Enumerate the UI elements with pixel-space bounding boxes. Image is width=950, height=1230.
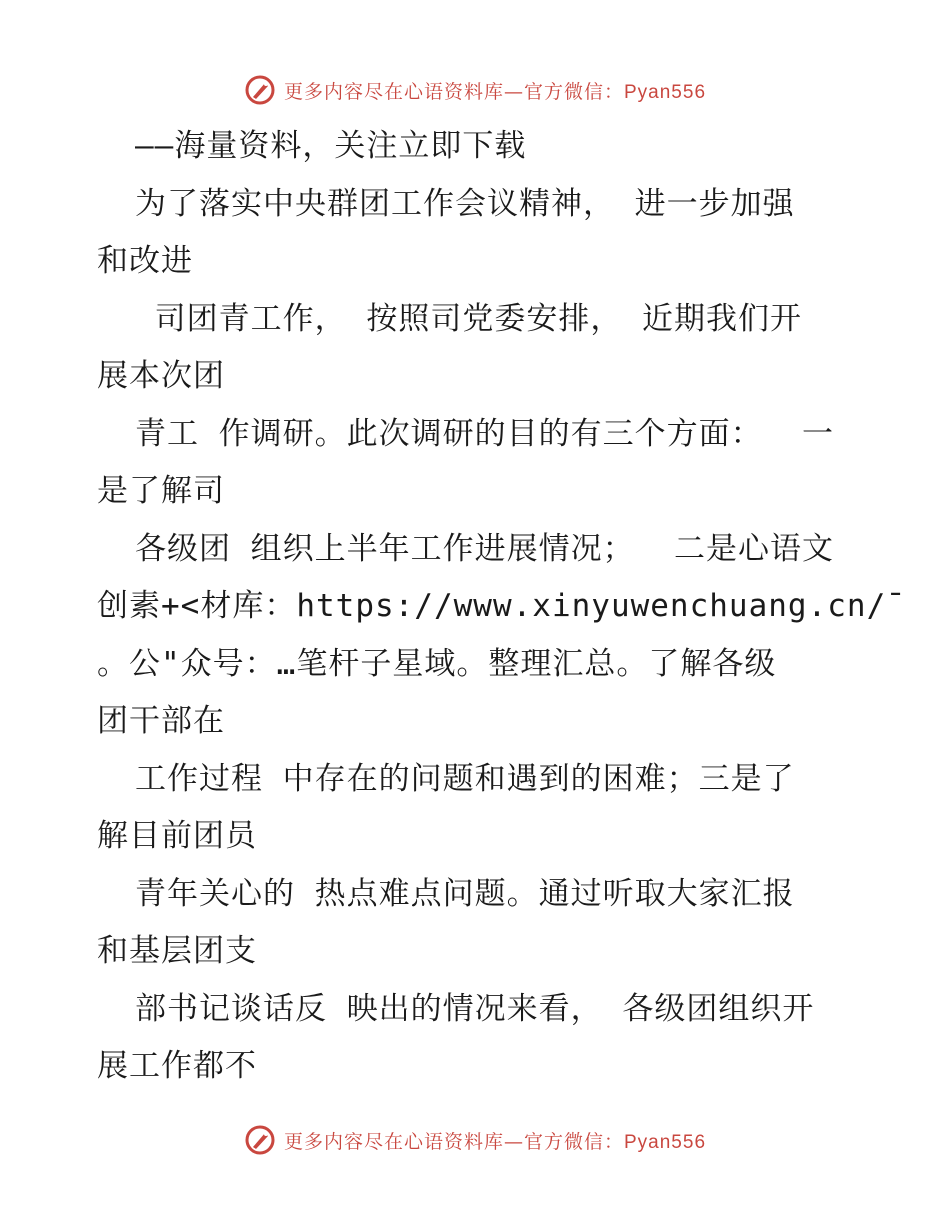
header-watermark-banner <box>0 70 950 110</box>
pen-logo-icon <box>244 1124 276 1156</box>
text-line: 团干部在 <box>97 703 225 739</box>
watermark-text: 更多内容尽在心语资料库—官方微信：Pyan556 <box>283 80 707 103</box>
text-line: 是了解司 <box>97 473 225 509</box>
watermark-text: 更多内容尽在心语资料库—官方微信：Pyan556 <box>283 1130 707 1153</box>
pen-logo-icon <box>244 74 276 106</box>
text-line: 工作过程 中存在的问题和遇到的困难；三是了 <box>135 760 795 797</box>
text-line: 展本次团 <box>97 358 225 394</box>
text-line: 司团青工作， 按照司党委安排， 近期我们开 <box>135 300 802 337</box>
text-line: 青工 作调研。此次调研的目的有三个方面： 一 <box>135 415 834 452</box>
text-line: 展工作都不 <box>97 1048 257 1084</box>
text-line: 创素+<材库：https://www.xinyuwenchuang.cn/¯ <box>97 588 906 624</box>
text-line: 青年关心的 热点难点问题。通过听取大家汇报 <box>135 875 795 912</box>
text-line: 各级团 组织上半年工作进展情况； 二是心语文 <box>135 530 834 567</box>
footer-watermark-banner <box>0 1120 950 1160</box>
text-line: 和基层团支 <box>97 933 257 969</box>
text-line: ——海量资料，关注立即下载 <box>135 128 527 164</box>
text-line: 部书记谈话反 映出的情况来看， 各级团组织开 <box>135 990 815 1027</box>
text-line: 为了落实中央群团工作会议精神， 进一步加强 <box>135 185 795 222</box>
text-line: 解目前团员 <box>97 818 257 854</box>
document-body <box>97 118 906 1096</box>
text-line: 和改进 <box>97 243 193 279</box>
text-line: 。公"众号：…笔杆子星域。整理汇总。了解各级 <box>97 645 777 682</box>
